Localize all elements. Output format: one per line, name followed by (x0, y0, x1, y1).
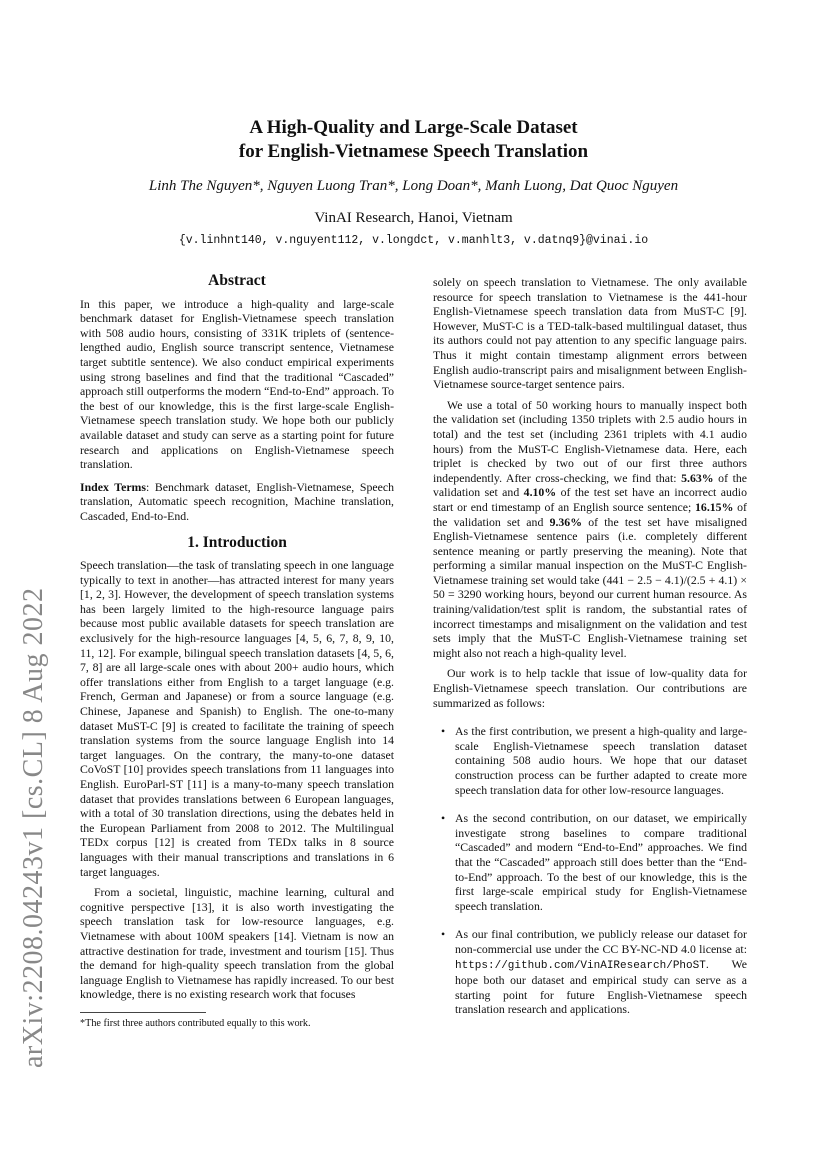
pct-validation-misaligned: 16.15% (695, 499, 734, 514)
p2-part-e: of the test set have misaligned English-Vietnamese sentence pairs (i.e. completely different sentence meaning or partly preserving the meaning). Note that performing a similar manual inspection on the MuST-C English-Vietnamese training set would take (441 − 2.5 − 4.1)/(2.5 + 4.1) × 50 = 3290 working hours, beyond our current human resource. As training/validation/test split is random, the substantial rates of incorrect timestamps and misalignment on the validation and test sets imply that the MuST-C English-Vietnamese training set might also not reach a high-quality level. (433, 514, 748, 660)
p2-part-a: We use a total of 50 working hours to manually inspect both the validation set (including 1350 triplets with 2.5 audio hours in total) and the test set (including 2361 triplets with 4.1 audio hours) from the MuST-C English-Vietnamese data. Here, each triplet is checked by two out of our first three authors independently. After cross-checking, we find that: (433, 397, 747, 485)
p2-part-b: of the validation set and (433, 470, 747, 500)
footnote: *The first three authors contributed equally to this work. (80, 1018, 311, 1029)
contribution-item-3 (455, 927, 747, 1017)
right-paragraph-1: solely on speech translation to Vietnamese. The only available resource for speech translation to Vietnamese is the 441-hour English-Vietnamese speech translation data from MuST-C [9]. However, MuST-C is a TED-talk-based multilingual dataset, thus its authors could not pay attention to any specific language pairs. Thus it might contain timestamp alignment errors between English audio-transcript pairs and misalignment between English-Vietnamese source-target sentence pairs. (433, 275, 747, 392)
abstract-text: In this paper, we introduce a high-quality and large-scale benchmark dataset for English-Vietnamese speech translation with 508 audio hours, consisting of 331K triplets of (sentence-lengthed audio, English source transcript sentence, Vietnamese target subtitle sentence). We also conduct empirical experiments using strong baselines and find that the traditional “Cascaded” approach still outperforms the modern “End-to-End” approach. To the best of our knowledge, this is the first large-scale English-Vietnamese speech translation study. We hope both our publicly available dataset and study can serve as a starting point for future research and applications on English-Vietnamese speech translation. (80, 296, 394, 472)
right-paragraph-2 (433, 398, 747, 661)
bullet3-text-b: . We hope both our dataset and empirical study can serve as a starting point for future English-Vietnamese speech translation research and applications. (455, 956, 747, 1017)
affiliation: VinAI Research, Hanoi, Vietnam (314, 210, 513, 226)
right-column (433, 275, 747, 1031)
index-terms (80, 480, 394, 524)
pct-validation-timestamp: 5.63% (681, 470, 714, 485)
contribution-list (433, 724, 747, 1017)
index-terms-label: Index Terms (80, 479, 146, 494)
pct-test-timestamp: 4.10% (523, 485, 557, 500)
index-terms-text: : Benchmark dataset, English-Vietnamese, Speech translation, Automatic speech recognition, Machine translation, Cascaded, End-to-End. (80, 479, 394, 523)
contribution-item-1: • As the first contribution, we present a high-quality and large-scale English-Vietnamese speech translation dataset containing 508 audio hours. We hope that our dataset construction process can be further adapted to create more speech translation data for other low-resource languages. (455, 724, 747, 797)
left-column (80, 270, 394, 1008)
p2-part-d: of the validation set and (433, 499, 747, 529)
contribution-item-2: • As the second contribution, on our dataset, we empirically investigate strong baselines to compare traditional “Cascaded” and modern “End-to-End” approaches. We find that the “Cascaded” approach still does better than the “End-to-End” approach. To the best of our knowledge, this is the first large-scale empirical study for English-Vietnamese speech translation. (455, 811, 747, 913)
intro-paragraph-2: From a societal, linguistic, machine learning, cultural and cognitive perspective [13], it is also worth investigating the speech translation task for low-resource languages, e.g. Vietnamese with about 100M speakers [14]. Vietnam is now an attractive destination for trade, investment and tourism [15]. Thus the demand for high-quality speech translation from the global language English to Vietnamese has rapidly increased. To our best knowledge, there is no existing research work that focuses (80, 885, 394, 1002)
abstract-heading: Abstract (208, 272, 266, 289)
title-line-1: A High-Quality and Large-Scale Dataset (249, 117, 578, 138)
arxiv-identifier-text: arXiv:2208.04243v1 [cs.CL] 8 Aug 2022 (18, 587, 49, 1068)
intro-paragraph-1: Speech translation—the task of translating speech in one language typically to text in another—has attracted interest for many years [1, 2, 3]. However, the development of speech translation systems has been largely limited to the high-resource language pairs because most public available datasets for speech translation are exclusively for the high-resource languages [4, 5, 6, 7, 8, 9, 10, 11, 12]. For example, bilingual speech translation datasets [4, 5, 6, 7, 8] are all large-scale ones with about 200+ audio hours, which offer translations either from English to a target language (e.g. French, German and Japanese) or from a source language (e.g. Chinese, Japanese and Spanish) to English. The one-to-many dataset MuST-C [9] is created to facilitate the training of speech translation systems from the source language English into 14 target languages. On the contrary, the many-to-one dataset CoVoST [10] provides speech translations from 11 languages into English. EuroParl-ST [11] is a many-to-many speech translation dataset that provides translations between 6 European languages, with a total of 30 translation directions, using the debates held in the European Parliament from 2008 to 2012. The Multilingual TEDx corpus [12] is created from TEDx talks in 8 source languages with their manual transcriptions and translations in 6 target languages. (80, 558, 394, 879)
author-emails: {v.linhnt140, v.nguyent112, v.longdct, v.manhlt3, v.datnq9}@vinai.io (178, 234, 649, 247)
p2-part-c: of the test set have an incorrect audio start or end timestamp of an English source sentence; (433, 485, 747, 514)
repository-link[interactable]: https://github.com/VinAIResearch/PhoST (455, 959, 706, 972)
pct-test-misaligned: 9.36% (549, 514, 583, 529)
footnote-rule (80, 1012, 206, 1013)
title-line-2: for English-Vietnamese Speech Translation (238, 141, 589, 162)
author-list: Linh The Nguyen*, Nguyen Luong Tran*, Long Doan*, Manh Luong, Dat Quoc Nguyen (148, 178, 679, 194)
intro-heading: 1. Introduction (187, 533, 287, 551)
paper-title (0, 116, 827, 164)
bullet3-text-a: As our final contribution, we publicly release our dataset for non-commercial use under the CC BY-NC-ND 4.0 license at: (455, 927, 747, 956)
right-paragraph-3: Our work is to help tackle that issue of low-quality data for English-Vietnamese speech translation. Our contributions are summarized as follows: (433, 666, 747, 710)
